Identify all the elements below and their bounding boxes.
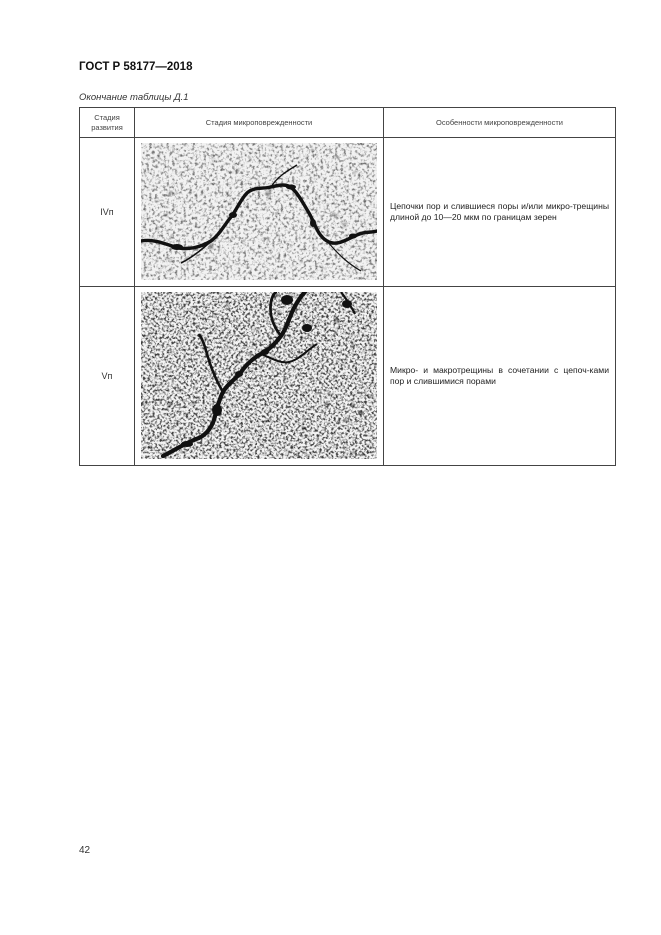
column-header-stage: Стадия развития [80,108,135,138]
table-row [80,138,616,287]
page-number: 42 [79,845,91,856]
micrograph-image-stage-v [141,292,377,459]
micrograph-cell [135,138,384,287]
micrograph-image-stage-iv [141,143,377,280]
micrograph-cell [135,287,384,466]
description-cell: Микро- и макротрещины в сочетании с цепоч-ками пор и слившимися порами [384,287,616,466]
column-header-features: Особенности микроповрежденности [384,108,616,138]
table-row [80,287,616,466]
stage-cell: IVп [80,138,135,287]
document-header: ГОСТ Р 58177—2018 [79,61,193,73]
table-header-row [80,108,616,138]
microdamage-table [79,107,616,466]
description-cell: Цепочки пор и слившиеся поры и/или микро-трещины длиной до 10—20 мкм по границам зерен [384,138,616,287]
stage-cell: Vп [80,287,135,466]
column-header-microdamage-stage: Стадия микроповрежденности [135,108,384,138]
table-caption: Окончание таблицы Д.1 [79,92,189,103]
